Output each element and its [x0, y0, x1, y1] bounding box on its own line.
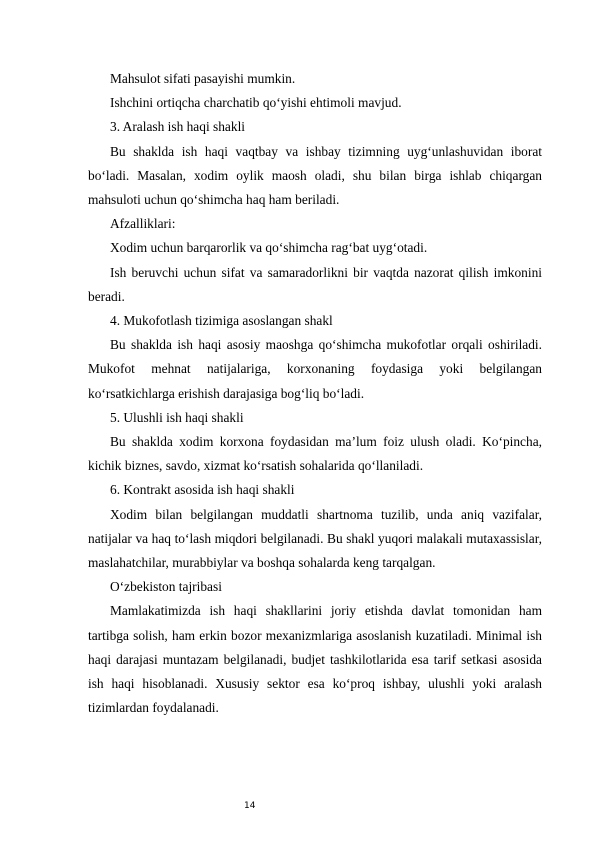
section-heading: 6. Kontrakt asosida ish haqi shakli: [110, 482, 295, 498]
body-text: Xodim uchun barqarorlik va qo‘shimcha rag‘bat uyg‘otadi.: [110, 240, 428, 256]
body-text: Mahsulot sifati pasayishi mumkin.: [110, 71, 296, 86]
subheading: Afzalliklari:: [110, 216, 176, 232]
section-heading: 5. Ulushli ish haqi shakli: [110, 409, 244, 425]
body-text: Mamlakatimizda ish haqi shakllarini joriy etishda davlat tomonidan ham tartibga solish, ham erkin bozor mexanizmlariga asoslanish kuzatiladi. Minimal ish haqi darajasi muntazam belgilanadi, budjet tashkilotlarida esa tarif setkasi asosida ish haqi hisoblanadi. Xususiy sektor esa ko‘proq ishbay, ulushli yoki aralash tizimlardan foydalanadi.: [88, 603, 542, 716]
body-text: Bu shaklda ish haqi asosiy maoshga qo‘shimcha mukofotlar orqali oshiriladi. Mukofot mehnat natijalariga, korxonaning foydasiga yoki belgilangan ko‘rsatkichlarga erishish darajasiga bog‘liq bo‘ladi.: [88, 337, 542, 401]
section-heading: 3. Aralash ish haqi shakli: [110, 119, 246, 135]
body-text: Ishchini ortiqcha charchatib qo‘yishi ehtimoli mavjud.: [110, 95, 402, 111]
body-text: Bu shaklda ish haqi vaqtbay va ishbay tizimning uyg‘unlashuvidan iborat bo‘ladi. Masalan, xodim oylik maosh oladi, shu bilan birga ishlab chiqargan mahsuloti uchun qo‘shimcha haq ham beriladi.: [88, 143, 542, 208]
body-text: Ish beruvchi uchun sifat va samaradorlikni bir vaqtda nazorat qilish imkonini beradi.: [88, 264, 542, 304]
page-number: 14: [244, 801, 256, 811]
body-text: Bu shaklda xodim korxona foydasidan ma’lum foiz ulush oladi. Ko‘pincha, kichik biznes, savdo, xizmat ko‘rsatish sohalarida qo‘llaniladi.: [88, 434, 542, 474]
document-body: [88, 67, 542, 720]
body-text: Xodim bilan belgilangan muddatli shartnoma tuzilib, unda aniq vazifalar, natijalar va haq to‘lash miqdori belgilanadi. Bu shakl yuqori malakali mutaxassislar, maslahatchilar, murabbiylar va boshqa sohalarda keng tarqalgan.: [88, 506, 542, 571]
section-heading: O‘zbekiston tajribasi: [110, 579, 222, 595]
section-heading: 4. Mukofotlash tizimiga asoslangan shakl: [110, 313, 333, 329]
